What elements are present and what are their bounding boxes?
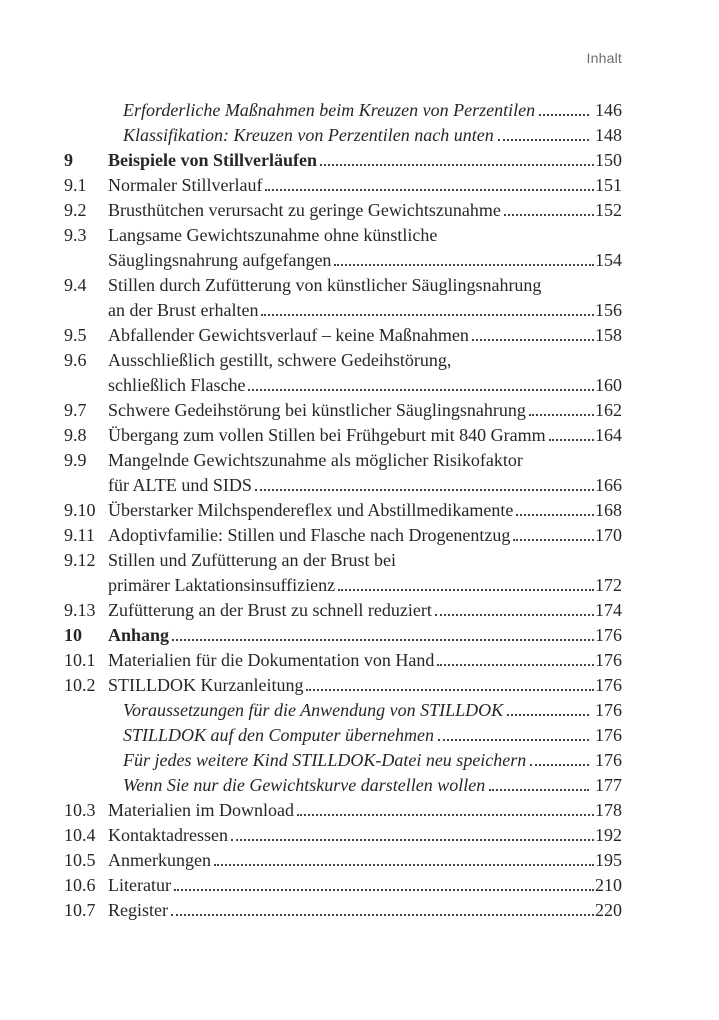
toc-entry-number: 9.5 (64, 325, 87, 345)
dot-leader (438, 735, 589, 741)
toc-entry-number: 9.4 (64, 275, 87, 295)
toc-entry-title: Adoptivfamilie: Stillen und Flasche nach Drogenentzug (108, 525, 511, 545)
dot-leader (504, 210, 594, 216)
toc-entry-number: 9.9 (64, 450, 87, 470)
toc-entry-title: Ausschließlich gestillt, schwere Gedeihstörung, (108, 350, 452, 370)
toc-row (64, 873, 622, 898)
running-head: Inhalt (586, 50, 622, 66)
toc-entry-number: 9.2 (64, 200, 87, 220)
toc-row (64, 498, 622, 523)
dot-leader (171, 910, 594, 916)
toc-entry-title: Voraussetzungen für die Anwendung von STILLDOK (123, 700, 504, 720)
toc-entry-number: 10.4 (64, 825, 96, 845)
toc-page-number: 195 (595, 850, 622, 870)
toc-row (64, 748, 622, 773)
toc-page-number: 151 (595, 175, 622, 195)
dot-leader (472, 335, 594, 341)
toc-page-number: 150 (595, 150, 622, 170)
toc-page-number: 176 (595, 625, 622, 645)
toc-entry-title: Langsame Gewichtszunahme ohne künstliche (108, 225, 438, 245)
toc-row (64, 698, 622, 723)
dot-leader (261, 310, 594, 316)
toc-entry-title: Literatur (108, 875, 171, 895)
toc-list (64, 98, 622, 923)
toc-entry-title: Stillen und Zufütterung an der Brust bei (108, 550, 396, 570)
toc-page-number: 210 (595, 875, 622, 895)
dot-leader (539, 110, 589, 116)
toc-entry-title: Wenn Sie nur die Gewichtskurve darstellen wollen (123, 775, 486, 795)
toc-entry-number: 9.12 (64, 550, 96, 570)
toc-page-number: 158 (595, 325, 622, 345)
toc-entry-title: Materialien für die Dokumentation von Hand (108, 650, 435, 670)
toc-page-number: 156 (595, 300, 622, 320)
toc-page-number: 148 (595, 125, 622, 145)
toc-entry-number: 10.5 (64, 850, 96, 870)
toc-entry-title: Stillen durch Zufütterung von künstlicher Säuglingsnahrung (108, 275, 542, 295)
toc-entry-title: Schwere Gedeihstörung bei künstlicher Säuglingsnahrung (108, 400, 526, 420)
toc-entry-number: 10 (64, 625, 82, 645)
dot-leader (248, 385, 594, 391)
dot-leader (437, 660, 594, 666)
toc-entry-number: 9.10 (64, 500, 96, 520)
toc-entry-title: Register (108, 900, 168, 920)
toc-row (64, 148, 622, 173)
toc-row (64, 773, 622, 798)
toc-row (64, 298, 622, 323)
toc-page-number: 164 (595, 425, 622, 445)
toc-row (64, 673, 622, 698)
toc-entry-title: an der Brust erhalten (108, 300, 259, 320)
toc-entry-title: Übergang zum vollen Stillen bei Frühgeburt mit 840 Gramm (108, 425, 546, 445)
toc-row (64, 98, 622, 123)
toc-entry-title: für ALTE und SIDS (108, 475, 252, 495)
toc-row (64, 723, 622, 748)
toc-entry-title: Materialien im Download (108, 800, 294, 820)
toc-entry-title: Beispiele von Stillverläufen (108, 150, 317, 170)
toc-page-number: 152 (595, 200, 622, 220)
toc-entry-number: 9.1 (64, 175, 87, 195)
dot-leader (334, 260, 594, 266)
toc-entry-title: STILLDOK auf den Computer übernehmen (123, 725, 434, 745)
toc-page-number: 162 (595, 400, 622, 420)
dot-leader (549, 435, 594, 441)
toc-entry-number: 9.6 (64, 350, 87, 370)
toc-row (64, 823, 622, 848)
toc-entry-number: 10.3 (64, 800, 96, 820)
toc-row (64, 173, 622, 198)
dot-leader (513, 535, 594, 541)
toc-page-number: 192 (595, 825, 622, 845)
toc-entry-number: 9 (64, 150, 73, 170)
toc-row (64, 573, 622, 598)
toc-row (64, 373, 622, 398)
toc-entry-number: 9.8 (64, 425, 87, 445)
toc-row (64, 423, 622, 448)
toc-entry-title: Erforderliche Maßnahmen beim Kreuzen von Perzentilen (123, 100, 536, 120)
toc-entry-title: Mangelnde Gewichtszunahme als möglicher Risikofaktor (108, 450, 523, 470)
dot-leader (255, 485, 594, 491)
dot-leader (214, 860, 594, 866)
toc-row (64, 448, 622, 473)
toc-row (64, 548, 622, 573)
toc-page-number: 174 (595, 600, 622, 620)
toc-entry-title: Abfallender Gewichtsverlauf – keine Maßnahmen (108, 325, 469, 345)
toc-entry-title: Klassifikation: Kreuzen von Perzentilen nach unten (123, 125, 494, 145)
toc-entry-title: primärer Laktationsinsuffizienz (108, 575, 336, 595)
toc-entry-title: Für jedes weitere Kind STILLDOK-Datei neu speichern (123, 750, 527, 770)
toc-entry-title: Zufütterung an der Brust zu schnell reduziert (108, 600, 432, 620)
toc-row (64, 523, 622, 548)
toc-row (64, 123, 622, 148)
toc-row (64, 348, 622, 373)
toc-row (64, 198, 622, 223)
toc-page-number: 166 (595, 475, 622, 495)
toc-entry-title: Anhang (108, 625, 170, 645)
toc-entry-title: Überstarker Milchspendereflex und Abstillmedikamente (108, 500, 514, 520)
toc-entry-number: 10.1 (64, 650, 96, 670)
dot-leader (174, 885, 594, 891)
toc-page-number: 146 (595, 100, 622, 120)
toc-entry-title: Säuglingsnahrung aufgefangen (108, 250, 332, 270)
toc-page-number: 176 (595, 650, 622, 670)
toc-entry-number: 10.6 (64, 875, 96, 895)
toc-page-number: 170 (595, 525, 622, 545)
toc-row (64, 648, 622, 673)
dot-leader (297, 810, 594, 816)
toc-row (64, 798, 622, 823)
toc-page-number: 168 (595, 500, 622, 520)
dot-leader (498, 135, 589, 141)
toc-row (64, 273, 622, 298)
toc-page-number: 176 (595, 725, 622, 745)
dot-leader (320, 160, 594, 166)
toc-row (64, 323, 622, 348)
toc-row (64, 473, 622, 498)
dot-leader (338, 585, 594, 591)
toc-page-number: 160 (595, 375, 622, 395)
dot-leader (507, 710, 589, 716)
toc-entry-title: Kontaktadressen (108, 825, 228, 845)
dot-leader (530, 760, 589, 766)
toc-entry-title: Anmerkungen (108, 850, 211, 870)
toc-entry-number: 9.13 (64, 600, 96, 620)
toc-page-number: 176 (595, 700, 622, 720)
toc-page-number: 176 (595, 750, 622, 770)
toc-entry-title: schließlich Flasche (108, 375, 246, 395)
toc-page-number: 172 (595, 575, 622, 595)
toc-row (64, 623, 622, 648)
toc-entry-number: 9.11 (64, 525, 95, 545)
toc-page-number: 154 (595, 250, 622, 270)
dot-leader (265, 185, 594, 191)
toc-entry-title: Normaler Stillverlauf (108, 175, 263, 195)
toc-page-number: 177 (595, 775, 622, 795)
dot-leader (529, 410, 594, 416)
toc-row (64, 598, 622, 623)
toc-entry-title: STILLDOK Kurzanleitung (108, 675, 304, 695)
dot-leader (489, 785, 589, 791)
dot-leader (172, 635, 594, 641)
toc-page-number: 220 (595, 900, 622, 920)
toc-row (64, 248, 622, 273)
toc-page-number: 178 (595, 800, 622, 820)
dot-leader (231, 835, 594, 841)
toc-row (64, 898, 622, 923)
toc-entry-number: 10.2 (64, 675, 96, 695)
toc-entry-number: 9.3 (64, 225, 87, 245)
toc-page-number: 176 (595, 675, 622, 695)
toc-row (64, 398, 622, 423)
toc-row (64, 848, 622, 873)
toc-entry-number: 9.7 (64, 400, 87, 420)
toc-row (64, 223, 622, 248)
toc-entry-number: 10.7 (64, 900, 96, 920)
toc-entry-title: Brusthütchen verursacht zu geringe Gewichtszunahme (108, 200, 501, 220)
dot-leader (435, 610, 594, 616)
dot-leader (516, 510, 594, 516)
dot-leader (306, 685, 594, 691)
